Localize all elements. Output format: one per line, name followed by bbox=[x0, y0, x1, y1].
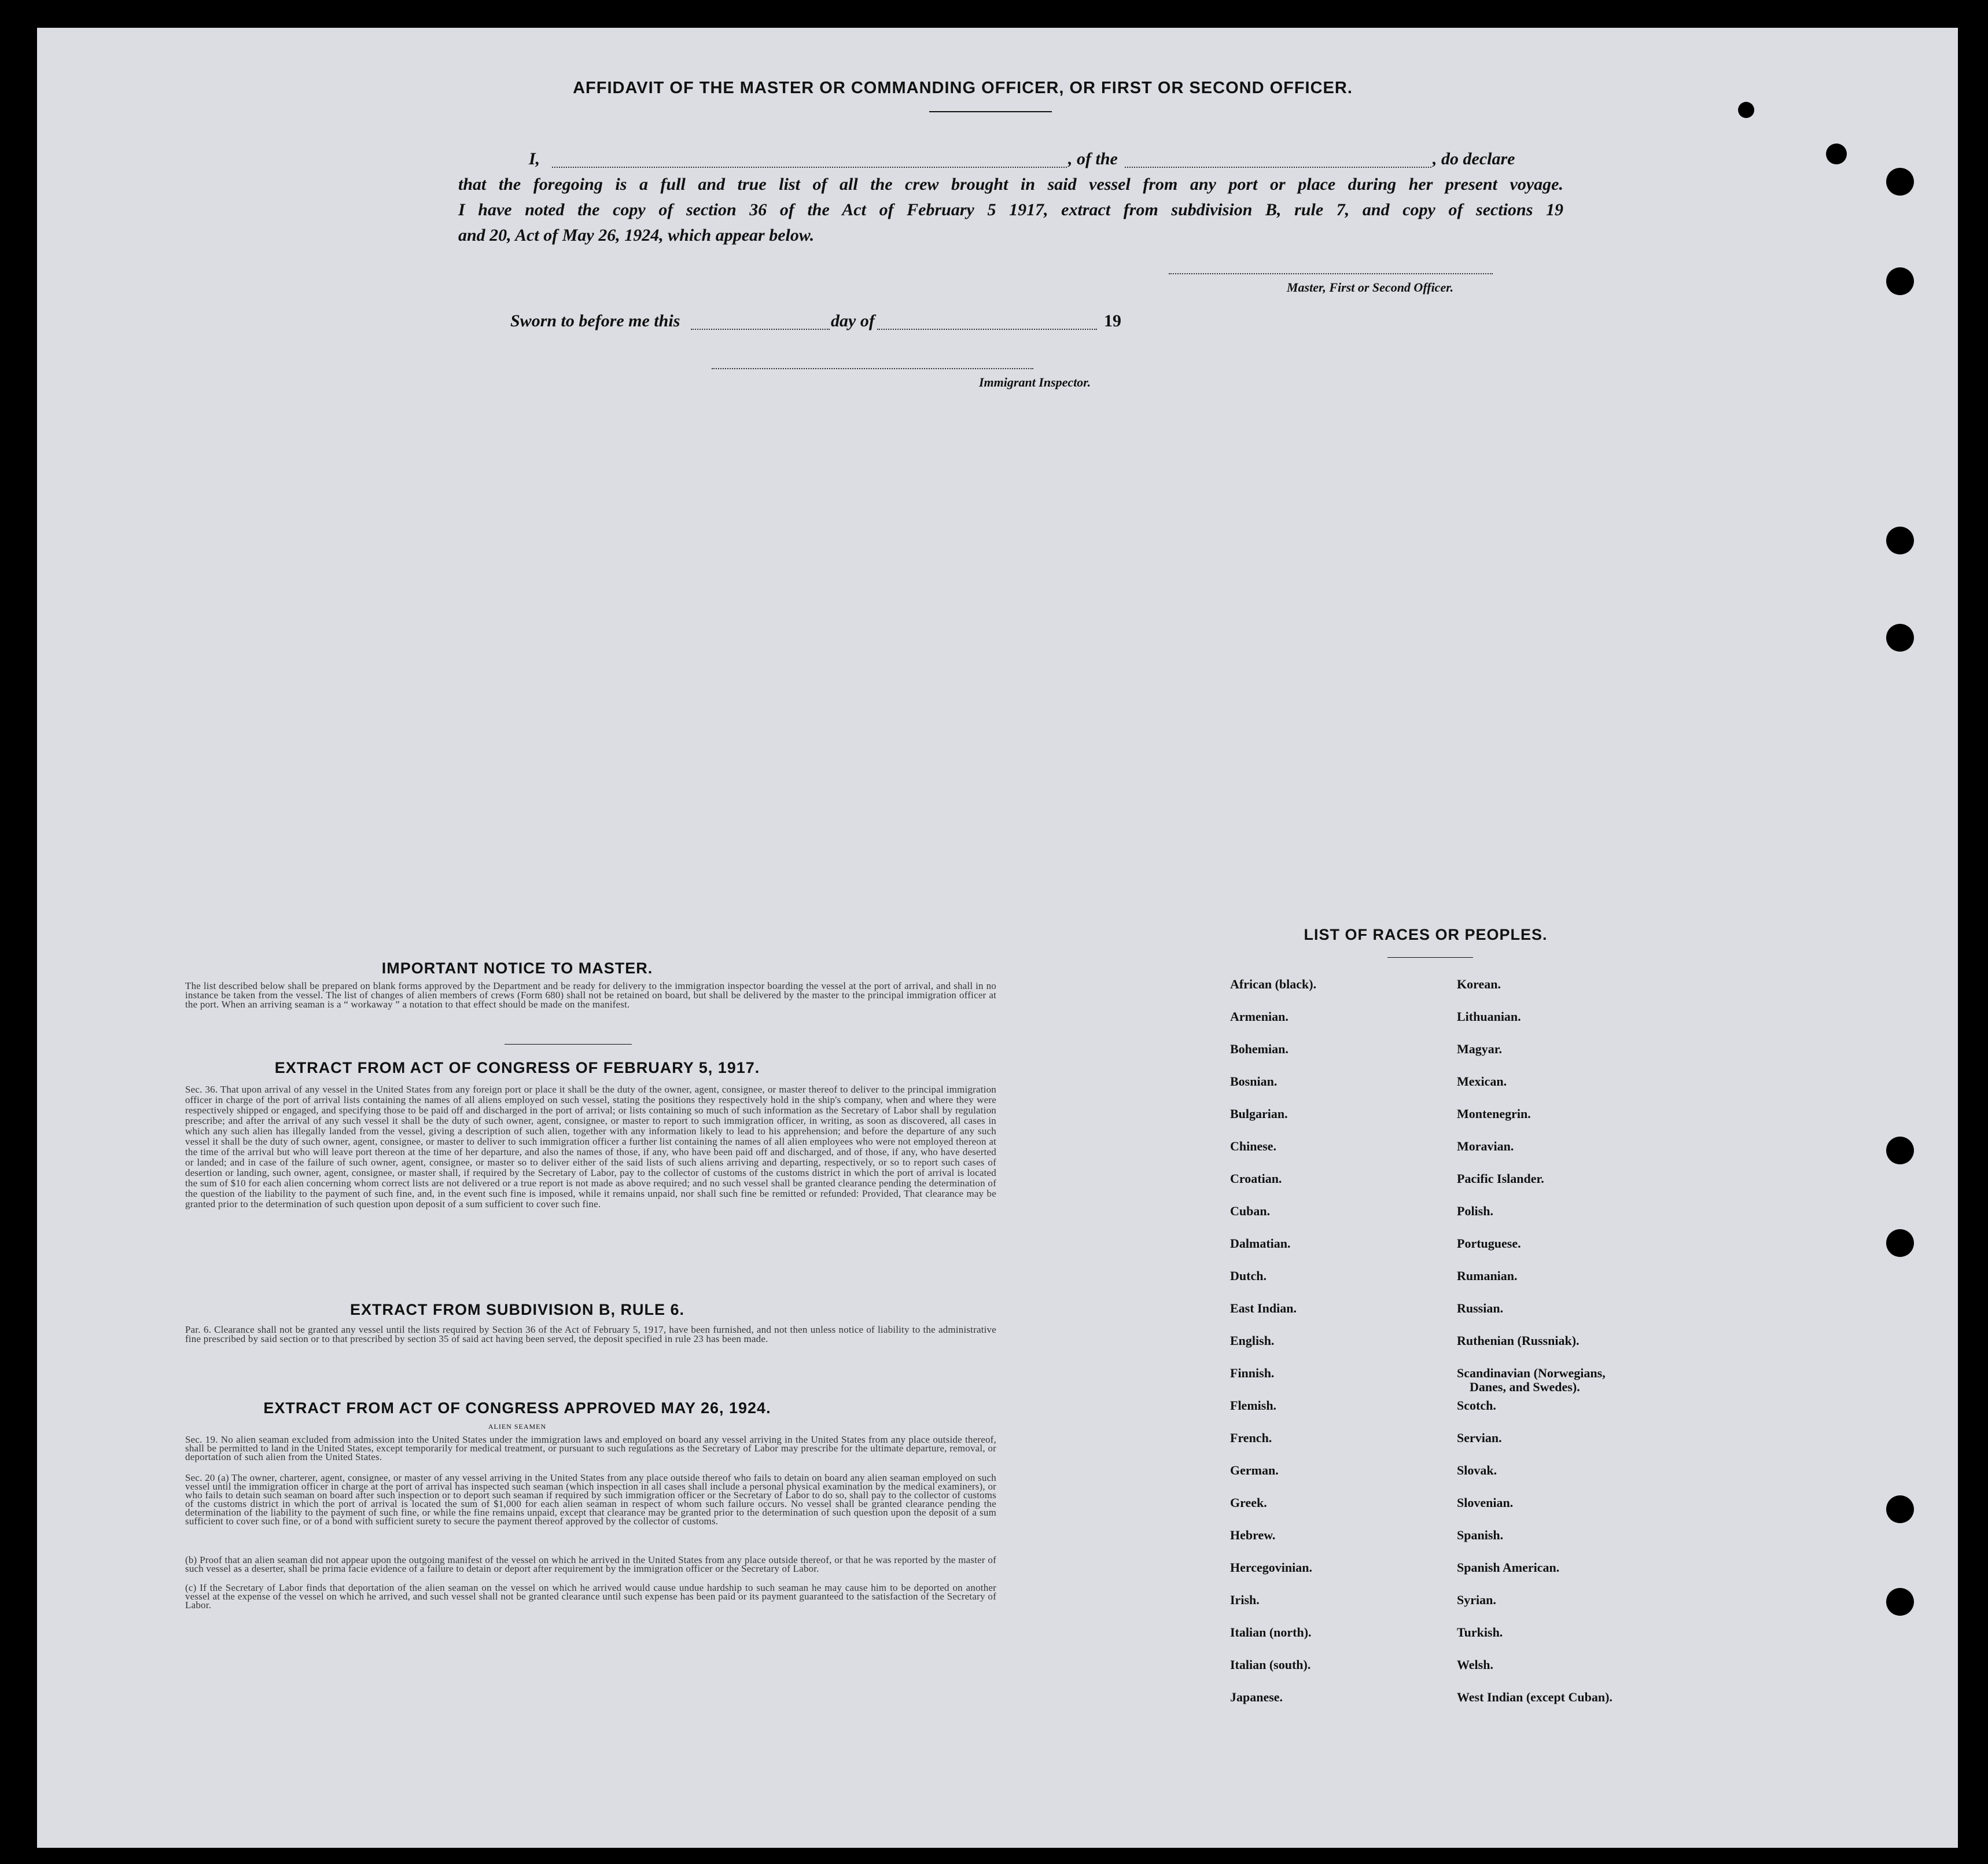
title-underline bbox=[929, 111, 1052, 112]
year-label: 19 bbox=[1104, 311, 1121, 330]
punch-hole bbox=[1886, 624, 1914, 652]
sworn-label: Sworn to before me this bbox=[510, 311, 680, 330]
sec-20b-text: (b) Proof that an alien seaman did not appear upon the outgoing manifest of the vessel on which he arrived in the United States from any place outside thereof, or that he was reported by the master of such vessel as a deserter, shall be prima facie evidence of a failure to detain or deport after requirement by the immigration officer or the Secretary of Labor. bbox=[185, 1554, 996, 1574]
i-label: I, bbox=[529, 149, 540, 168]
sec-20a-text: Sec. 20 (a) The owner, charterer, agent, consignee, or master of any vessel arriving in the United States from any place outside thereof who fails to detain on board any alien seaman employed on such vessel until the immigration officer in charge at the port of arrival has inspected such seaman (which inspection in all cases shall include a personal physical examination by the medical examiners), or who fails to detain such seaman on board after such inspection or to deport such seaman if required by such immigration officer or the Secretary of Labor to do so, shall pay to the collector of customs of the customs district in which the port of arrival is located the sum of $1,000 for each alien seaman in respect of whom such failure occurs. No vessel shall be granted clearance pending the determination of the liability to the payment of such fine, or while the fine remains unpaid, except that clearance may be granted prior to the determination of such question upon the deposit of a sum sufficient to cover such fine, or of a bond with sufficient surety to secure the payment thereof approved by the collector of customs. bbox=[185, 1472, 996, 1527]
do-declare-label: , do declare bbox=[1433, 149, 1515, 168]
race-item: Polish. bbox=[1457, 1204, 1493, 1218]
notice-title: IMPORTANT NOTICE TO MASTER. bbox=[381, 959, 653, 977]
race-item: Montenegrin. bbox=[1457, 1106, 1531, 1121]
affidavit-title: AFFIDAVIT OF THE MASTER OR COMMANDING OFFICER, OR FIRST OR SECOND OFFICER. bbox=[573, 79, 1353, 97]
punch-hole bbox=[1886, 168, 1914, 196]
rule-6-title: EXTRACT FROM SUBDIVISION B, RULE 6. bbox=[349, 1301, 685, 1318]
race-item: Italian (north). bbox=[1230, 1625, 1312, 1639]
race-item: Welsh. bbox=[1457, 1657, 1493, 1672]
document-page bbox=[37, 28, 1958, 1848]
race-item: Mexican. bbox=[1457, 1074, 1507, 1089]
race-item: Scandinavian (Norwegians, bbox=[1457, 1366, 1606, 1380]
race-item: Portuguese. bbox=[1457, 1236, 1521, 1251]
sec-19-text: Sec. 19. No alien seaman excluded from admission into the United States under the immigration laws and employed on board any vessel arriving in the United States from any place outside thereof, shall be permitted to land in the United States, except temporarily for medical treatment, or pursuant to such regulations as the Secretary of Labor may prescribe for the ultimate departure, removal, or deportation of such alien from the United States. bbox=[185, 1434, 996, 1462]
race-item: Hebrew. bbox=[1230, 1528, 1276, 1542]
race-item: Slovenian. bbox=[1457, 1495, 1514, 1510]
punch-hole bbox=[1886, 1229, 1914, 1257]
race-item: Hercegovinian. bbox=[1230, 1560, 1312, 1575]
race-item: East Indian. bbox=[1230, 1301, 1297, 1315]
race-item: Dalmatian. bbox=[1230, 1236, 1291, 1251]
master-signature-line[interactable] bbox=[1169, 273, 1493, 274]
race-item: Bosnian. bbox=[1230, 1074, 1278, 1089]
master-signature-label: Master, First or Second Officer. bbox=[1287, 280, 1454, 295]
race-item: Greek. bbox=[1230, 1495, 1267, 1510]
vessel-blank[interactable] bbox=[1125, 167, 1431, 168]
race-item: Turkish. bbox=[1457, 1625, 1503, 1639]
race-item: Danes, and Swedes). bbox=[1470, 1380, 1580, 1394]
extract-1924-title: EXTRACT FROM ACT OF CONGRESS APPROVED MAY 26, 1924. bbox=[263, 1399, 771, 1417]
race-item: Servian. bbox=[1457, 1431, 1502, 1445]
race-item: West Indian (except Cuban). bbox=[1457, 1690, 1613, 1704]
sec-20c-text: (c) If the Secretary of Labor finds that deportation of the alien seaman on the vessel on which he arrived would cause undue hardship to such seaman he may cause him to be deported on another vessel at the expense of the vessel on which he arrived, and such vessel shall not be granted clearance until such expense has been paid or its payment guaranteed to the satisfaction of the Secretary of Labor. bbox=[185, 1582, 996, 1611]
race-item: Syrian. bbox=[1457, 1593, 1496, 1607]
of-the-label: , of the bbox=[1068, 149, 1118, 168]
punch-hole bbox=[1886, 267, 1914, 295]
name-blank[interactable] bbox=[552, 167, 1067, 168]
race-item: Japanese. bbox=[1230, 1690, 1283, 1704]
race-item: Rumanian. bbox=[1457, 1269, 1518, 1283]
race-item: Italian (south). bbox=[1230, 1657, 1311, 1672]
extract-1917-text: Sec. 36. That upon arrival of any vessel in the United States from any foreign port or place it shall be the duty of the owner, agent, consignee, or master thereof to deliver to the principal immigration officer in charge of the port of arrival lists containing the names of all aliens employed on such vessel, stating the positions they respectively hold in the ship's company, when and where they were respectively shipped or engaged, and specifying those to be paid off and discharged in the port of arrival; or lists containing so much of such information as the Secretary of Labor shall by regulation prescribe; and after the arrival of any such vessel it shall be the duty of such owner, agent, consignee, or master to report to such immigration officer, in writing, as soon as discovered, all cases in which any such alien has illegally landed from the vessel, giving a description of such alien, together with any information likely to lead to his apprehension; and before the departure of any such vessel it shall be the duty of such owner, agent, consignee, or master to deliver to such immigration officer a further list containing the names of all alien employees who were not employed thereon at the time of the arrival but who will leave port thereon at the time of her departure, and also the names of those, if any, who have been paid off and discharged, and of those, if any, who have deserted or landed; and in case of the failure of such owner, agent, consignee, or master so to deliver either of the said lists of such aliens arriving and departing, respectively, or so to report such cases of desertion or landing, such owner, agent, consignee, or master shall, if required by the Secretary of Labor, pay to the collector of customs of the customs district in which the port of arrival is located the sum of $10 for each alien concerning whom correct lists are not delivered or a true report is not made as above required; and no such vessel shall be granted clearance pending the determination of the question of the liability to the payment of such fine, and, in the event such fine is imposed, while it remains unpaid, nor shall such fine be remitted or refunded: Provided, That clearance may be granted prior to the determination of such question upon deposit of a sum sufficient to cover such fine. bbox=[185, 1084, 996, 1209]
race-item: Cuban. bbox=[1230, 1204, 1271, 1218]
race-item: African (black). bbox=[1230, 977, 1317, 991]
inspector-signature-label: Immigrant Inspector. bbox=[979, 375, 1091, 389]
divider bbox=[505, 1044, 632, 1045]
alien-seamen-subtitle: ALIEN SEAMEN bbox=[488, 1422, 547, 1431]
punch-hole bbox=[1886, 1137, 1914, 1164]
races-title: LIST OF RACES OR PEOPLES. bbox=[1304, 926, 1548, 943]
race-item: Ruthenian (Russniak). bbox=[1457, 1333, 1580, 1348]
race-item: German. bbox=[1230, 1463, 1279, 1477]
race-item: Finnish. bbox=[1230, 1366, 1275, 1380]
declaration-line-3: I have noted the copy of section 36 of the Act of February 5 1917, extract from subdivision B, rule 7, and copy of sections 19 bbox=[458, 200, 1563, 219]
day-of-label: day of bbox=[831, 311, 875, 330]
race-item: Lithuanian. bbox=[1457, 1009, 1521, 1024]
punch-hole bbox=[1886, 1588, 1914, 1616]
race-item: Chinese. bbox=[1230, 1139, 1277, 1153]
inspector-signature-line[interactable] bbox=[712, 368, 1033, 369]
race-item: Bulgarian. bbox=[1230, 1106, 1288, 1121]
race-item: Armenian. bbox=[1230, 1009, 1288, 1024]
punch-hole bbox=[1738, 102, 1754, 118]
race-item: Slovak. bbox=[1457, 1463, 1497, 1477]
declaration-line-4: and 20, Act of May 26, 1924, which appear below. bbox=[458, 226, 815, 245]
race-item: Dutch. bbox=[1230, 1269, 1267, 1283]
declaration-line-2: that the foregoing is a full and true list of all the crew brought in said vessel from any port or place during her present voyage. bbox=[458, 175, 1563, 194]
races-underline bbox=[1387, 957, 1473, 958]
race-item: Bohemian. bbox=[1230, 1042, 1288, 1056]
race-item: Russian. bbox=[1457, 1301, 1504, 1315]
race-item: Korean. bbox=[1457, 977, 1501, 991]
punch-hole bbox=[1886, 527, 1914, 554]
notice-text: The list described below shall be prepared on blank forms approved by the Department and be ready for delivery to the immigration inspector boarding the vessel at the port of arrival, and shall in no instance be taken from the vessel. The list of changes of alien members of crews (Form 680) shall not be retained on board, but shall be delivered by the master to the principal immigration officer at the port. When an arriving seaman is a “ workaway ” a notation to that effect should be made on the manifest. bbox=[185, 980, 996, 1010]
race-item: Moravian. bbox=[1457, 1139, 1514, 1153]
punch-hole bbox=[1886, 1495, 1914, 1523]
sworn-month-blank[interactable] bbox=[877, 329, 1097, 330]
rule-6-text: Par. 6. Clearance shall not be granted any vessel until the lists required by Section 36 of the Act of February 5, 1917, have been furnished, and not then unless notice of liability to the administrative fine prescribed by said section or to that prescribed by section 35 of said act having been served, the deposit specified in rule 23 has been made. bbox=[185, 1324, 996, 1344]
race-item: Spanish. bbox=[1457, 1528, 1504, 1542]
race-item: Spanish American. bbox=[1457, 1560, 1560, 1575]
race-item: Irish. bbox=[1230, 1593, 1260, 1607]
race-item: French. bbox=[1230, 1431, 1272, 1445]
race-item: Croatian. bbox=[1230, 1171, 1282, 1186]
sworn-day-blank[interactable] bbox=[691, 329, 830, 330]
race-item: Magyar. bbox=[1457, 1042, 1503, 1056]
race-item: Scotch. bbox=[1457, 1398, 1496, 1413]
extract-1917-title: EXTRACT FROM ACT OF CONGRESS OF FEBRUARY 5, 1917. bbox=[274, 1059, 760, 1076]
race-item: Pacific Islander. bbox=[1457, 1171, 1544, 1186]
punch-hole bbox=[1826, 144, 1847, 164]
race-item: Flemish. bbox=[1230, 1398, 1277, 1413]
race-item: English. bbox=[1230, 1333, 1275, 1348]
